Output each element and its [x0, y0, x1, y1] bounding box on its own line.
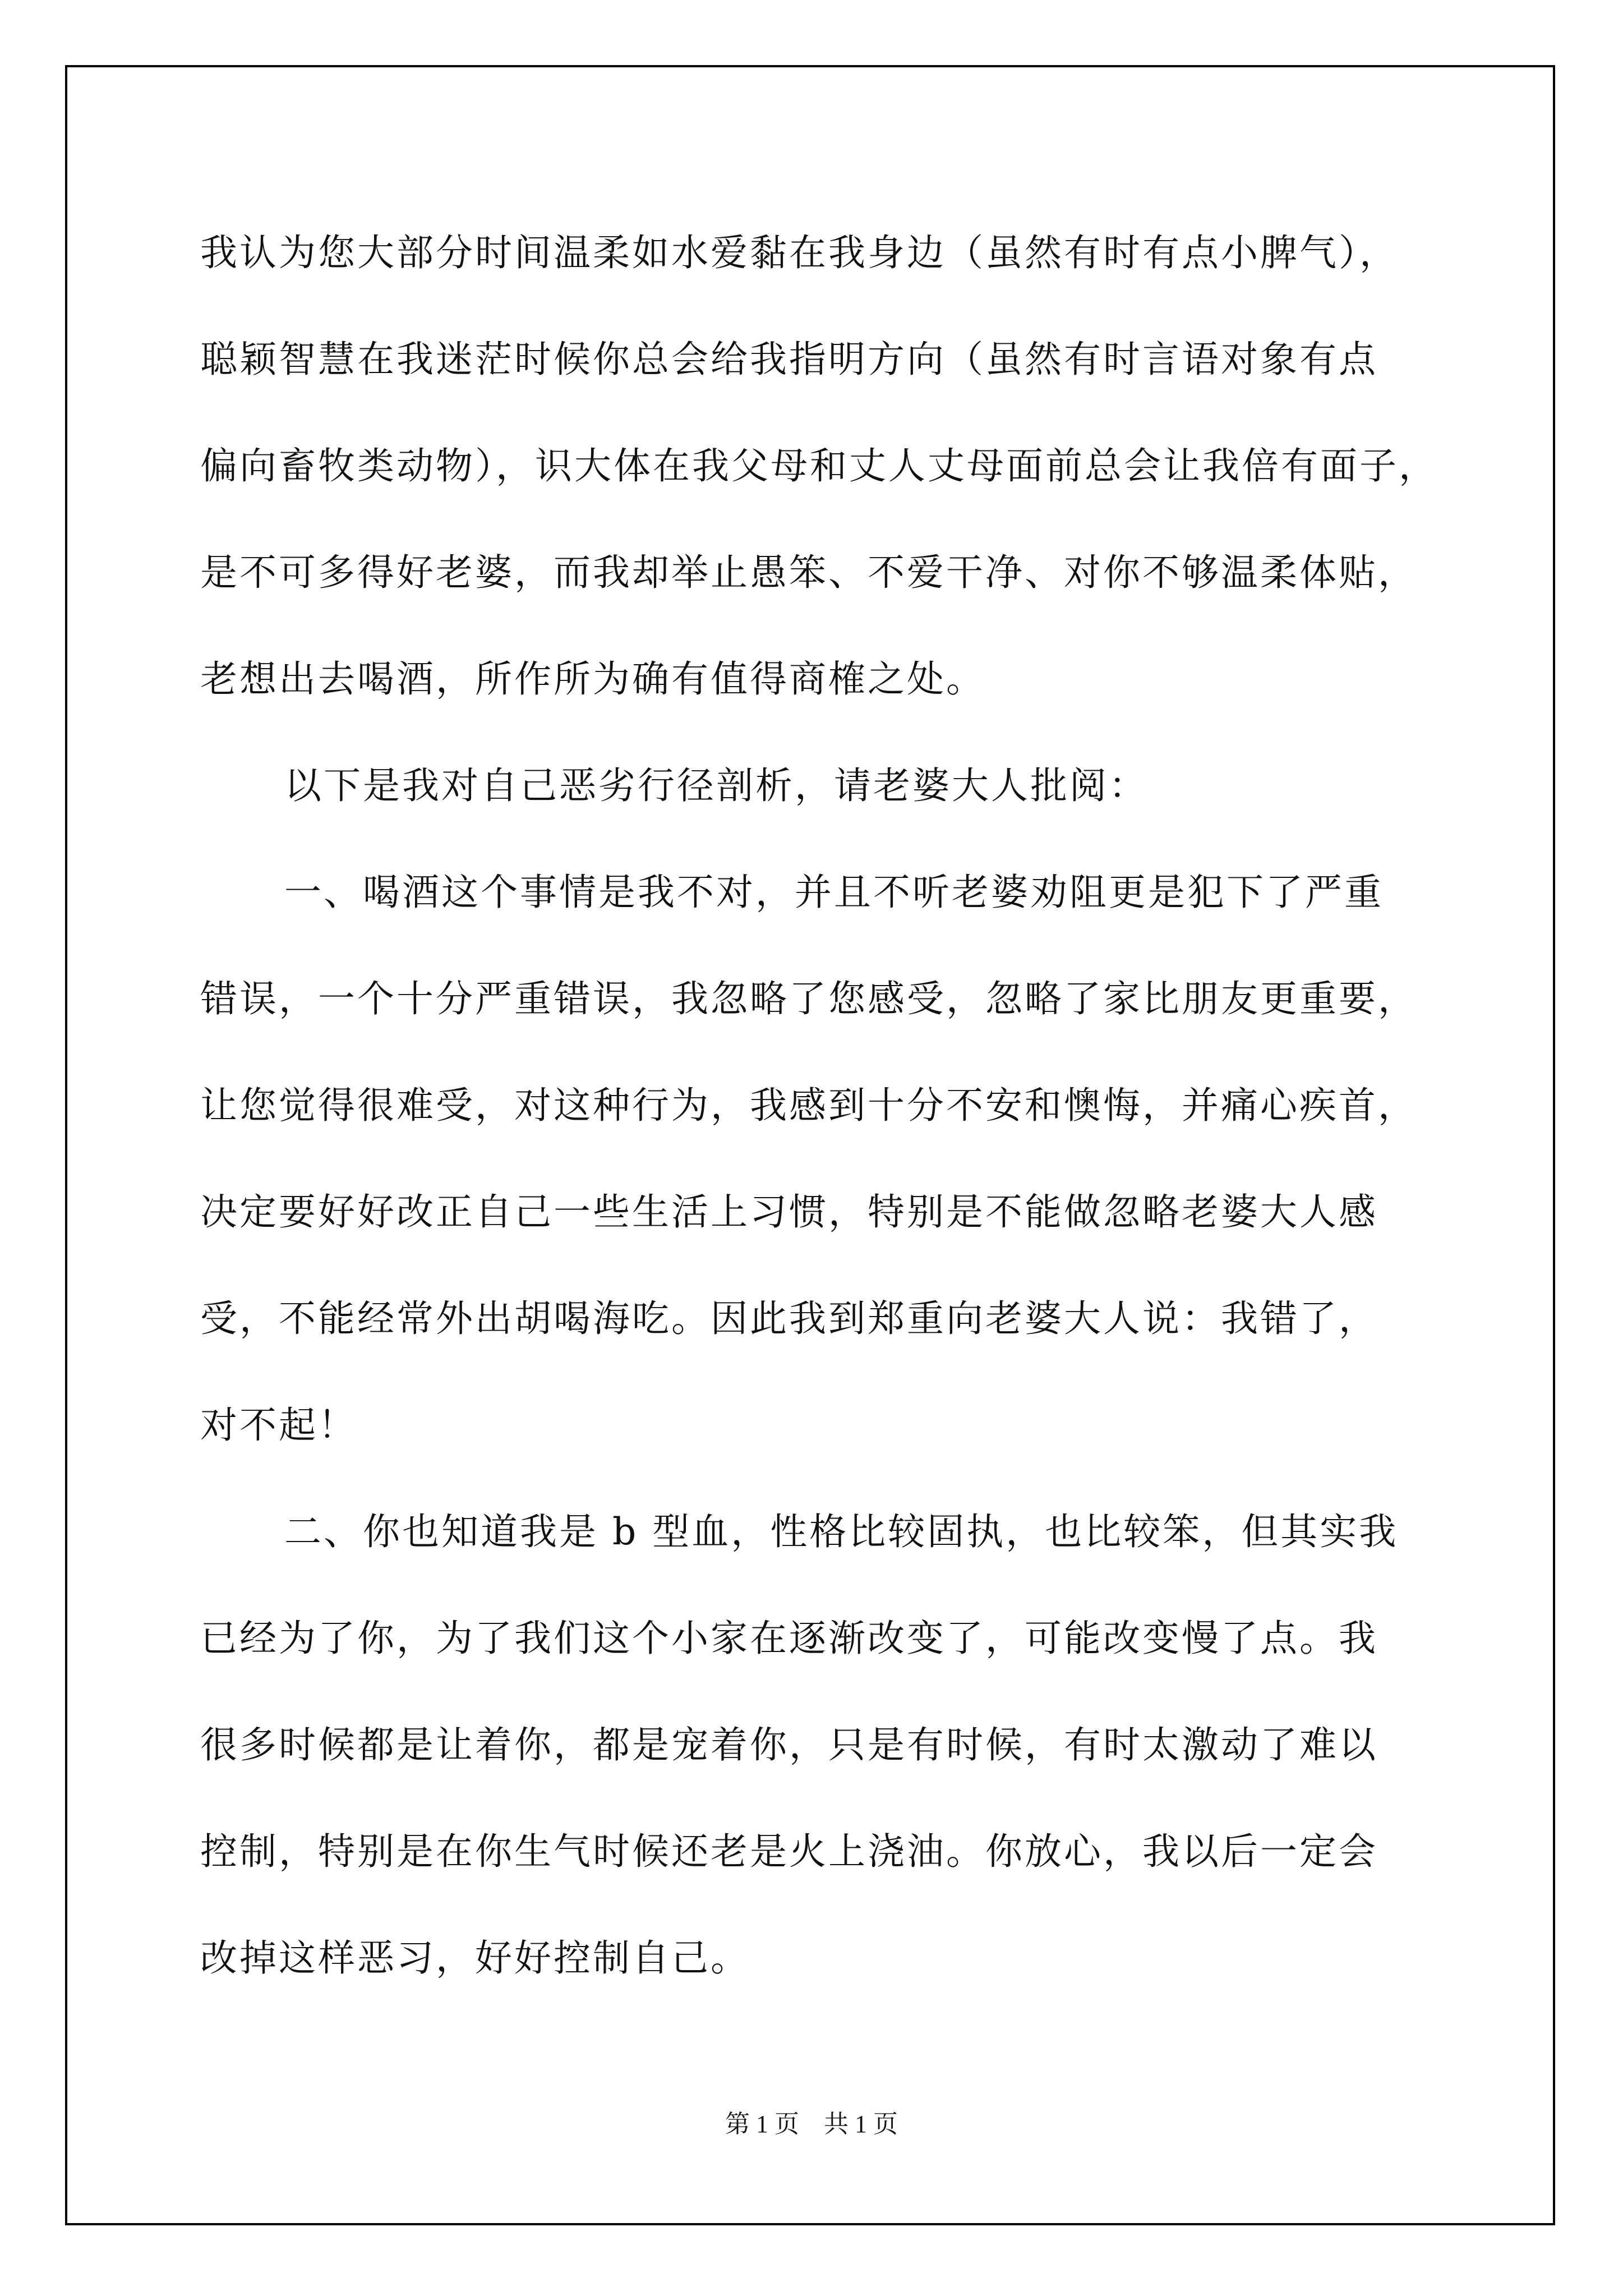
text-line: 我认为您大部分时间温柔如水爱黏在我身边（虽然有时有点小脾气），	[200, 231, 1399, 274]
text-line: 受，不能经常外出胡喝海吃。因此我到郑重向老婆大人说：我错了，	[200, 1297, 1378, 1340]
text-line: 老想出去喝酒，所作所为确有值得商榷之处。	[200, 657, 985, 701]
text-line: 聪颖智慧在我迷茫时候你总会给我指明方向（虽然有时言语对象有点	[200, 338, 1378, 381]
paragraph-start-line: 以下是我对自己恶劣行径剖析，请老婆大人批阅：	[284, 764, 1148, 807]
text-line: 很多时候都是让着你，都是宠着你，只是有时候，有时太激动了难以	[200, 1723, 1378, 1766]
text-line: 改掉这样恶习，好好控制自己。	[200, 1936, 750, 1980]
text-line: 是不可多得好老婆，而我却举止愚笨、不爱干净、对你不够温柔体贴，	[200, 551, 1417, 594]
paragraph-start-line: 一、喝酒这个事情是我不对，并且不听老婆劝阻更是犯下了严重	[284, 871, 1384, 914]
text-line: 决定要好好改正自己一些生活上习惯，特别是不能做忽略老婆大人感	[200, 1190, 1378, 1234]
text-line: 对不起！	[200, 1404, 357, 1447]
page-total: 共 1 页	[824, 2110, 898, 2138]
paragraph-start-line: 二、你也知道我是 b 型血，性格比较固执，也比较笨，但其实我	[284, 1510, 1399, 1553]
page-number: 第 1 页	[725, 2110, 799, 2138]
text-line: 已经为了你，为了我们这个小家在逐渐改变了，可能改变慢了点。我	[200, 1617, 1378, 1660]
text-line: 偏向畜牧类动物），识大体在我父母和丈人丈母面前总会让我倍有面子，	[200, 444, 1438, 487]
text-line: 让您觉得很难受，对这种行为，我感到十分不安和懊悔，并痛心疾首，	[200, 1084, 1417, 1127]
document-body	[200, 200, 1456, 2012]
text-line: 错误，一个十分严重错误，我忽略了您感受，忽略了家比朋友更重要，	[200, 977, 1417, 1020]
text-line: 控制，特别是在你生气时候还老是火上浇油。你放心，我以后一定会	[200, 1830, 1378, 1873]
page-footer	[0, 2104, 1623, 2139]
